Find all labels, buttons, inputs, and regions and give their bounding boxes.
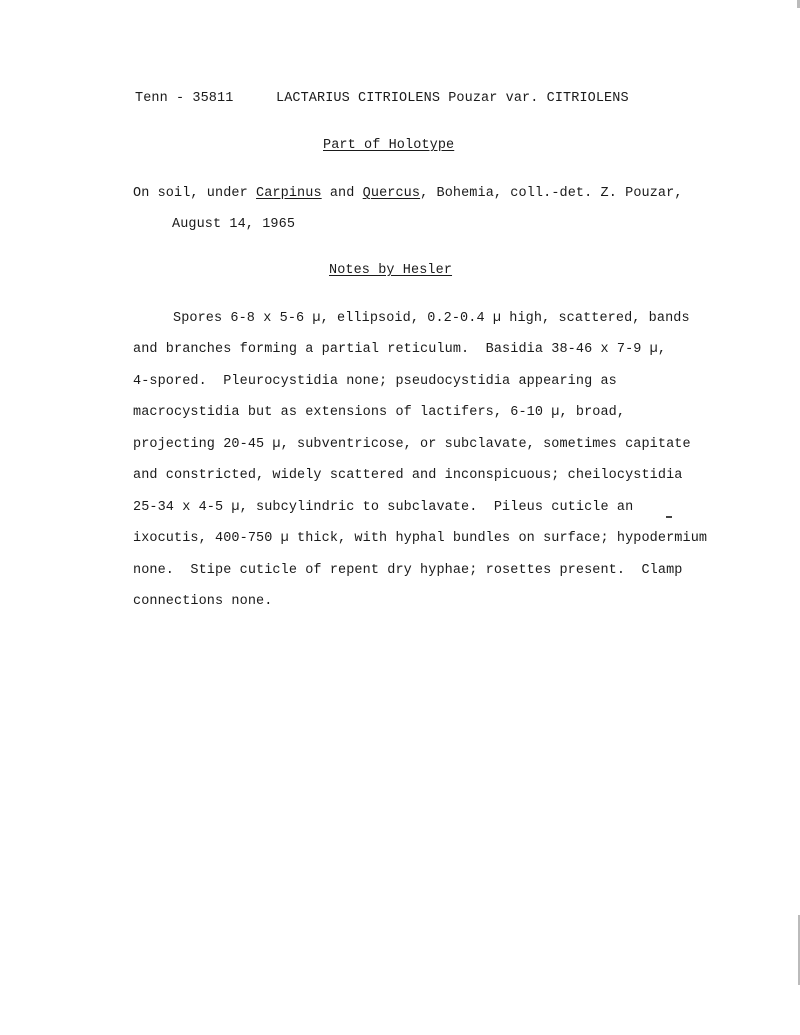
host-genus-carpinus: Carpinus — [256, 186, 322, 201]
notes-line: and branches forming a partial reticulum. Basidia 38-46 x 7-9 µ, — [133, 342, 667, 357]
notes-line: projecting 20-45 µ, subventricose, or subclavate, sometimes capitate — [133, 437, 691, 452]
notes-line: connections none. — [133, 594, 273, 609]
type-heading: Part of Holotype — [323, 138, 455, 153]
notes-line: macrocystidia but as extensions of lactifers, 6-10 µ, broad, — [133, 405, 626, 420]
notes-line: 4-spored. Pleurocystidia none; pseudocystidia appearing as — [133, 374, 617, 389]
notes-line: none. Stipe cuticle of repent dry hyphae; rosettes present. Clamp — [133, 563, 683, 578]
notes-heading: Notes by Hesler — [329, 263, 453, 278]
collection-line — [133, 186, 683, 202]
host-genus-quercus: Quercus — [362, 186, 421, 201]
taxon-name: LACTARIUS CITRIOLENS Pouzar var. CITRIOLENS — [276, 91, 629, 106]
collection-locality: , Bohemia, coll.-det. Z. Pouzar, — [420, 186, 683, 201]
collection-joiner: and — [321, 186, 363, 201]
notes-line: and constricted, widely scattered and inconspicuous; cheilocystidia — [133, 468, 683, 483]
notes-line: 25-34 x 4-5 µ, subcylindric to subclavate. Pileus cuticle an — [133, 500, 634, 515]
collection-prefix: On soil, under — [133, 186, 257, 201]
ink-speck — [666, 516, 672, 518]
accession-number: Tenn - 35811 — [135, 91, 234, 106]
notes-line: Spores 6-8 x 5-6 µ, ellipsoid, 0.2-0.4 µ high, scattered, bands — [173, 311, 690, 326]
collection-date: August 14, 1965 — [172, 217, 296, 232]
notes-line: ixocutis, 400-750 µ thick, with hyphal bundles on surface; hypodermium — [133, 531, 708, 546]
